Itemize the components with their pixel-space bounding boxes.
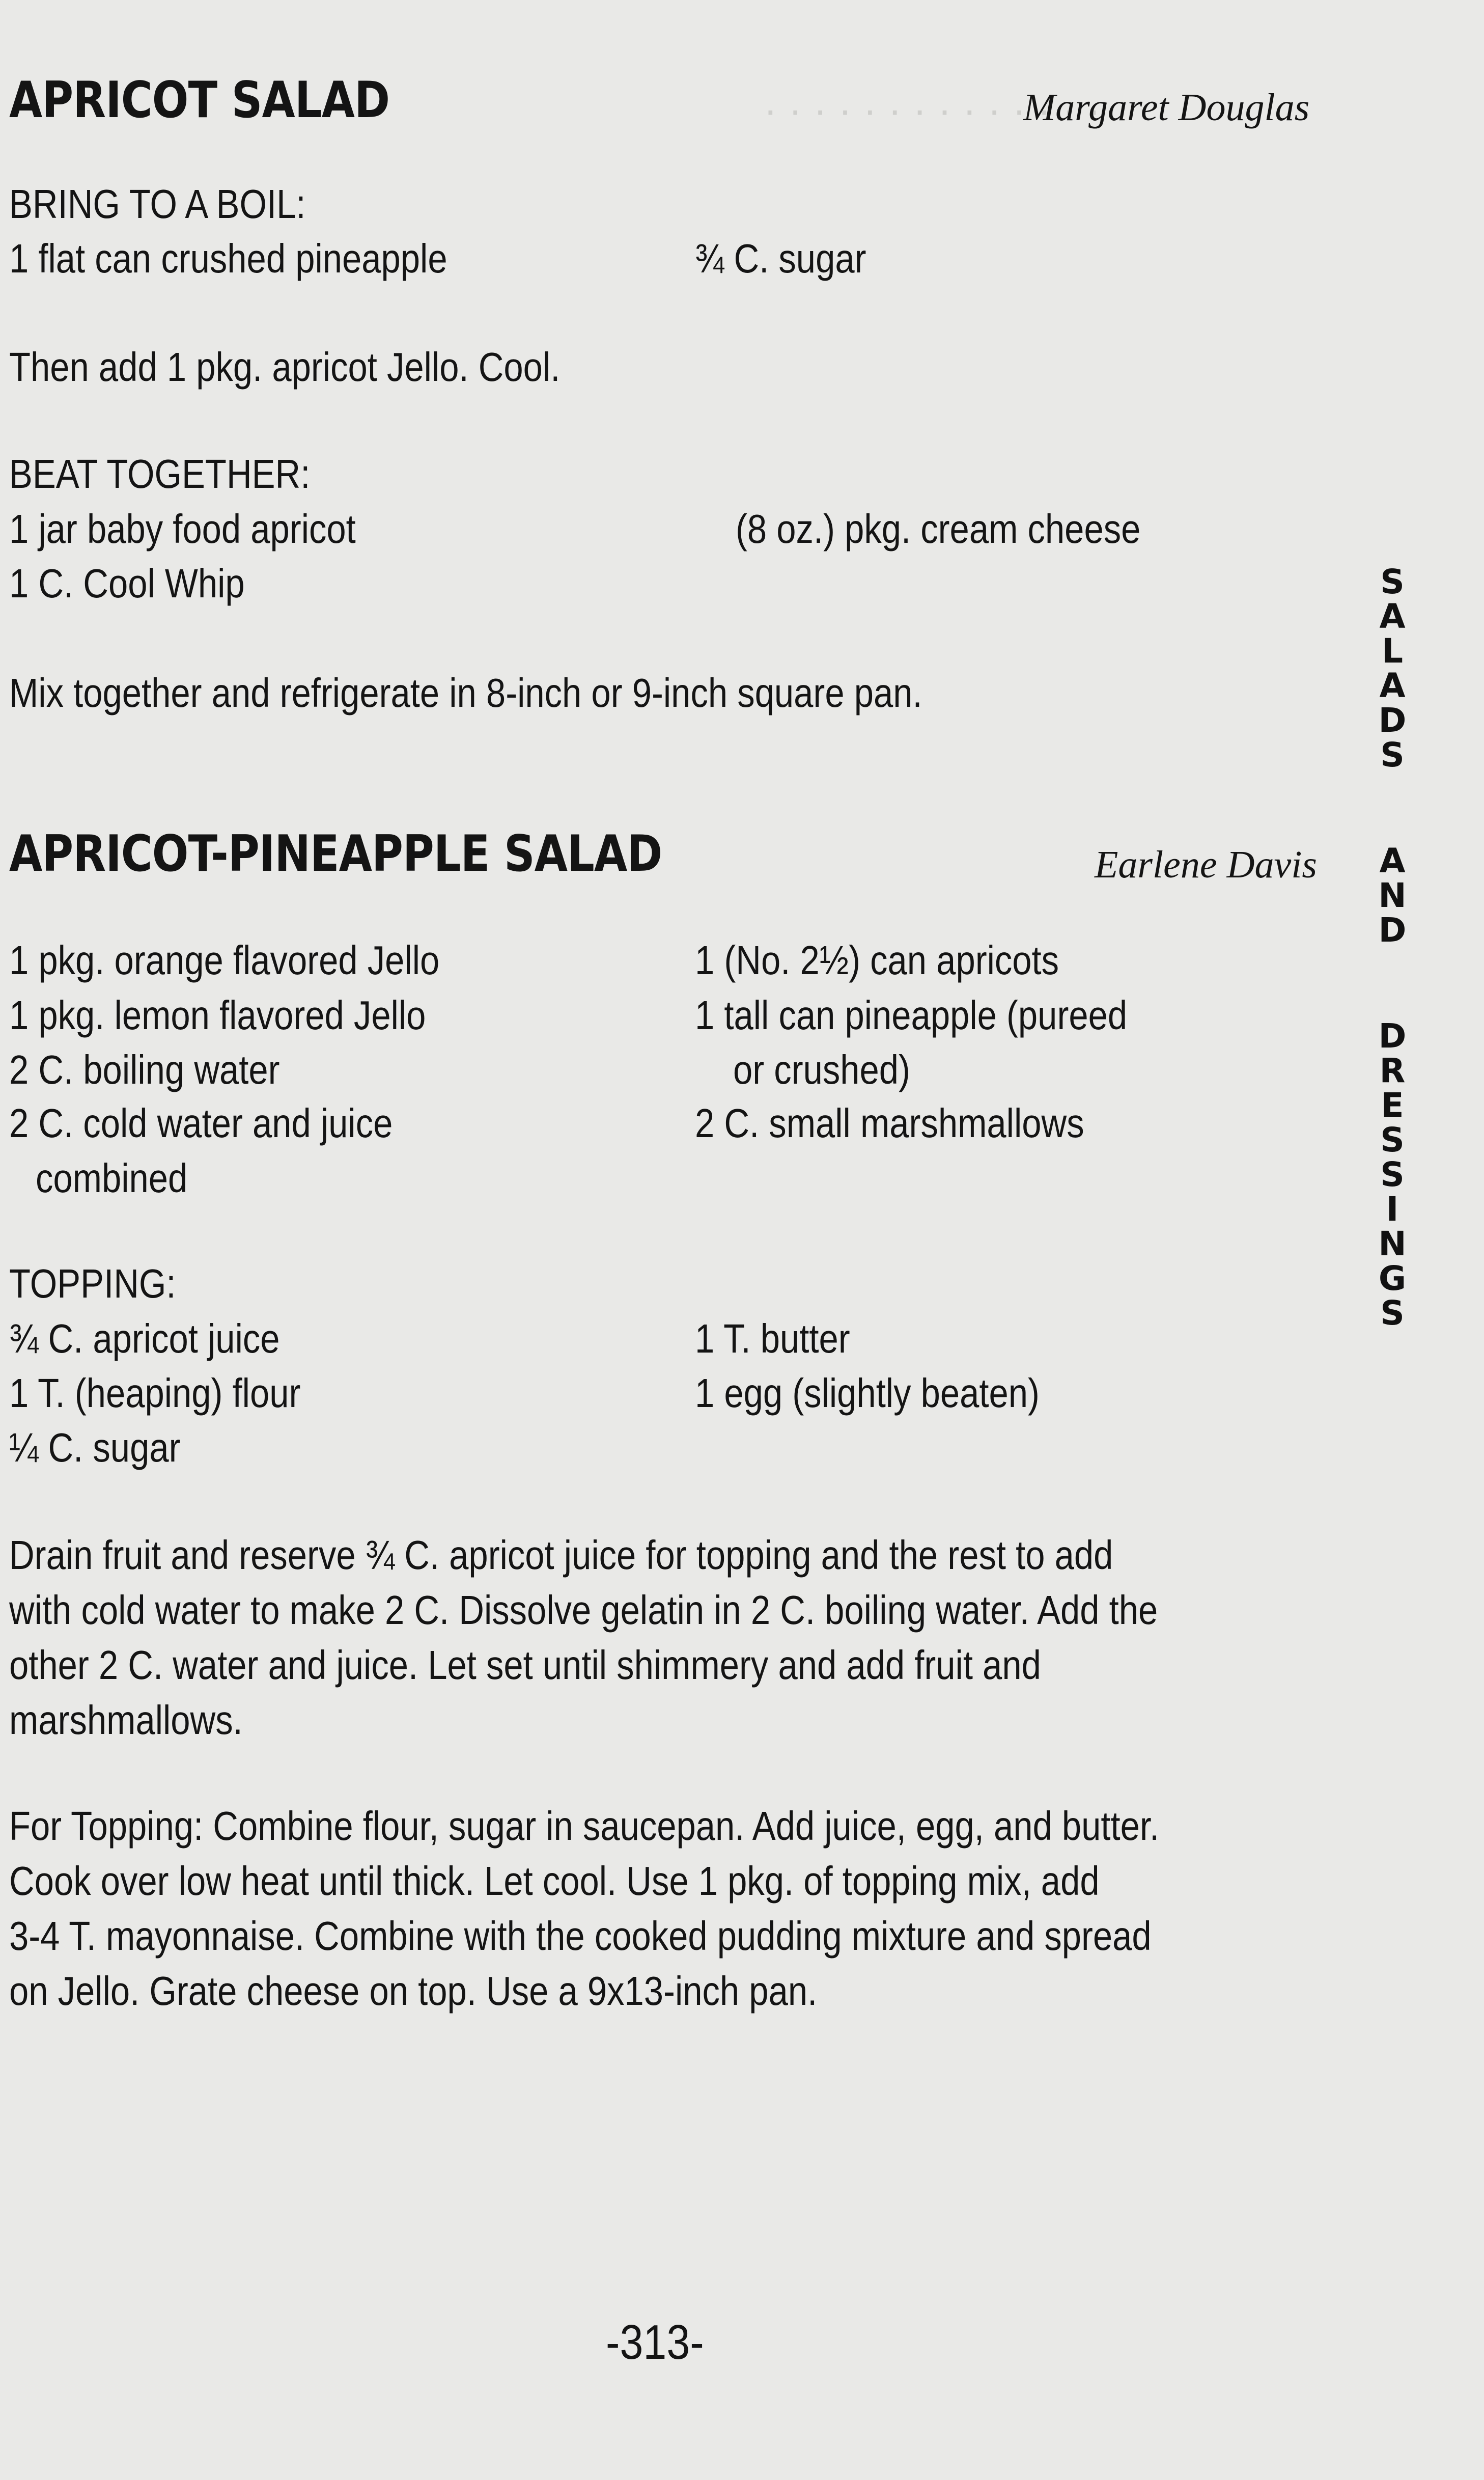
side-tab-spacer	[1369, 948, 1415, 1019]
ingredient-line: 1 (No. 2½) can apricots	[695, 938, 1059, 983]
instruction-line: other 2 C. water and juice. Let set until shimmery and add fruit and	[9, 1642, 1041, 1688]
ingredient-line: 2 C. boiling water	[9, 1047, 280, 1092]
ingredient-line: ¾ C. sugar	[695, 236, 866, 281]
ingredient-heading: TOPPING:	[9, 1261, 176, 1306]
ingredient-line: ¼ C. sugar	[9, 1425, 181, 1470]
ingredient-line: 1 T. (heaping) flour	[9, 1370, 301, 1416]
instruction-line: Mix together and refrigerate in 8-inch or 9-inch square pan.	[9, 670, 922, 715]
side-tab-letter: I	[1386, 1190, 1399, 1229]
instruction-line: Then add 1 pkg. apricot Jello. Cool.	[9, 344, 561, 390]
side-tab-letter: N	[1378, 876, 1407, 915]
ingredient-heading: BRING TO A BOIL:	[9, 181, 306, 227]
ingredient-line: 1 pkg. orange flavored Jello	[9, 938, 440, 983]
side-tab-letter: A	[1379, 666, 1406, 705]
ingredient-line: 2 C. cold water and juice	[9, 1100, 393, 1146]
instruction-line: on Jello. Grate cheese on top. Use a 9x13-inch pan.	[9, 1968, 818, 2014]
side-tab-letter: L	[1381, 631, 1404, 671]
ingredient-line: 1 flat can crushed pineapple	[9, 236, 447, 281]
ingredient-line: 2 C. small marshmallows	[695, 1100, 1084, 1146]
ingredient-line: 1 tall can pineapple (pureed	[695, 993, 1128, 1038]
instruction-line: marshmallows.	[9, 1697, 243, 1743]
recipe-author: Earlene Davis	[1095, 843, 1317, 886]
side-tab-letter: D	[1378, 911, 1407, 950]
recipe-title: APRICOT-PINEAPPLE SALAD	[9, 825, 662, 883]
ingredient-line: 1 pkg. lemon flavored Jello	[9, 993, 426, 1038]
side-tab-letter: E	[1381, 1086, 1404, 1125]
instruction-line: Drain fruit and reserve ¾ C. apricot juice for topping and the rest to add	[9, 1532, 1113, 1578]
ingredient-line: 1 egg (slightly beaten)	[695, 1370, 1040, 1416]
side-tab-letter: S	[1380, 1155, 1405, 1194]
side-tab-letter: S	[1380, 1293, 1405, 1333]
recipe-title: APRICOT SALAD	[9, 71, 390, 129]
side-tab-letter: D	[1378, 1016, 1407, 1056]
side-tab-letter: S	[1380, 562, 1405, 601]
ingredient-line: 1 C. Cool Whip	[9, 561, 245, 606]
ingredient-line: 1 T. butter	[695, 1316, 850, 1361]
ingredient-line: (8 oz.) pkg. cream cheese	[736, 506, 1141, 552]
instruction-line: For Topping: Combine flour, sugar in saucepan. Add juice, egg, and butter.	[9, 1803, 1160, 1849]
bleed-through-text: · · · · · · · · · · · · · ·	[764, 87, 1101, 132]
side-tab-letter: G	[1378, 1259, 1407, 1298]
side-tab-letter: S	[1380, 735, 1405, 775]
side-tab-letter: D	[1378, 701, 1407, 740]
side-tab-spacer	[1369, 773, 1415, 844]
side-tab-letter: A	[1379, 597, 1406, 636]
side-tab-letter: A	[1379, 841, 1406, 880]
side-tab-letter: R	[1379, 1051, 1406, 1090]
ingredient-line: or crushed)	[733, 1047, 910, 1092]
ingredient-heading: BEAT TOGETHER:	[9, 451, 311, 497]
instruction-line: Cook over low heat until thick. Let cool. Use 1 pkg. of topping mix, add	[9, 1858, 1100, 1904]
ingredient-line: ¾ C. apricot juice	[9, 1316, 280, 1361]
instruction-line: with cold water to make 2 C. Dissolve gelatin in 2 C. boiling water. Add the	[9, 1587, 1158, 1633]
page-number: -313-	[606, 2315, 704, 2369]
side-tab-letter: N	[1378, 1224, 1407, 1263]
recipe-author: Margaret Douglas	[1023, 86, 1310, 129]
ingredient-line: combined	[36, 1155, 188, 1201]
ingredient-line: 1 jar baby food apricot	[9, 506, 356, 552]
section-side-tab	[1369, 562, 1415, 1333]
instruction-line: 3-4 T. mayonnaise. Combine with the cooked pudding mixture and spread	[9, 1913, 1152, 1959]
side-tab-letter: S	[1380, 1120, 1405, 1160]
